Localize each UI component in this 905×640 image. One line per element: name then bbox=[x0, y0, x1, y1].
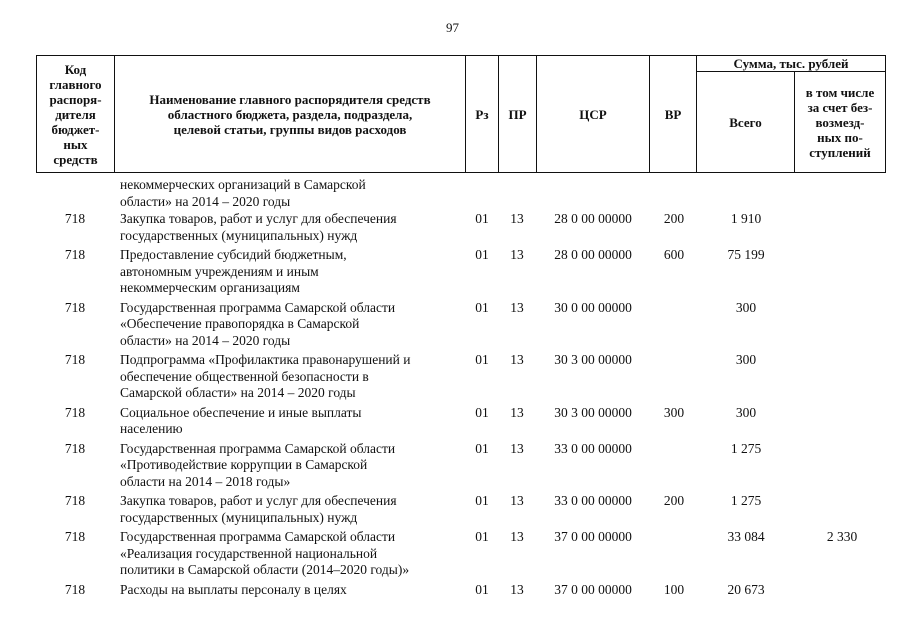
header-pr: ПР bbox=[508, 106, 527, 122]
table-row bbox=[36, 352, 886, 405]
row-total: 300 bbox=[735, 404, 757, 420]
row-csr: 37 0 00 00000 bbox=[554, 529, 632, 544]
row-name-line: некоммерческих организаций в Самарской bbox=[120, 177, 366, 192]
header-code bbox=[37, 56, 114, 172]
row-name-line: политики в Самарской области (2014–2020 годы)» bbox=[120, 562, 410, 577]
row-name-line: «Противодействие коррупции в Самарской bbox=[120, 457, 368, 472]
row-vr: 200 bbox=[663, 493, 685, 508]
header-code-line: распоря- bbox=[49, 91, 102, 107]
row-total: 75 199 bbox=[727, 247, 765, 262]
row-pr: 13 bbox=[510, 581, 524, 597]
row-name-line: области» на 2014 – 2020 годы bbox=[120, 332, 291, 348]
row-name-line: населению bbox=[120, 421, 183, 436]
header-vr: ВР bbox=[664, 106, 682, 122]
table-row bbox=[36, 211, 886, 247]
header-free-line: в том числе bbox=[805, 84, 875, 100]
row-csr: 28 0 00 00000 bbox=[554, 247, 632, 262]
row-name-line: Самарской области» на 2014 – 2020 годы bbox=[120, 385, 356, 400]
row-name-line: некоммерческим организациям bbox=[120, 280, 300, 295]
header-rz: Рз bbox=[475, 106, 489, 122]
table-header bbox=[36, 55, 886, 173]
row-code: 718 bbox=[64, 352, 86, 367]
row-pr: 13 bbox=[510, 211, 524, 226]
row-pr: 13 bbox=[510, 493, 524, 508]
row-rz: 01 bbox=[475, 299, 489, 315]
row-name bbox=[120, 211, 465, 244]
header-sum: Сумма, тыс. рублей bbox=[733, 56, 849, 71]
row-code: 718 bbox=[64, 211, 86, 226]
row-rz: 01 bbox=[475, 581, 489, 597]
row-pr: 13 bbox=[510, 529, 524, 544]
row-pr: 13 bbox=[510, 299, 524, 315]
row-name-line: автономным учреждениям и иным bbox=[120, 263, 319, 279]
row-code: 718 bbox=[64, 529, 86, 544]
row-name bbox=[120, 247, 465, 297]
row-name bbox=[120, 493, 465, 526]
row-csr: 30 0 00 00000 bbox=[554, 299, 632, 315]
row-total: 1 275 bbox=[730, 440, 762, 456]
row-name-line: Закупка товаров, работ и услуг для обеспечения bbox=[120, 493, 397, 508]
row-name-line: Расходы на выплаты персоналу в целях bbox=[120, 581, 347, 597]
row-code: 718 bbox=[64, 247, 86, 262]
row-name-line: области» на 2014 – 2020 годы bbox=[120, 193, 291, 209]
row-total: 33 084 bbox=[727, 529, 765, 544]
header-code-line: бюджет- bbox=[51, 121, 100, 137]
row-name bbox=[120, 441, 465, 491]
row-csr: 33 0 00 00000 bbox=[554, 440, 632, 456]
header-name-line: Наименование главного распорядителя средств bbox=[149, 91, 431, 107]
row-rz: 01 bbox=[475, 211, 489, 226]
row-vr: 600 bbox=[663, 247, 685, 262]
table-row bbox=[36, 582, 886, 602]
row-pr: 13 bbox=[510, 352, 524, 367]
header-code-line: Код bbox=[64, 61, 87, 77]
row-total: 20 673 bbox=[727, 581, 765, 597]
table-row bbox=[36, 529, 886, 582]
row-name-line: Подпрограмма «Профилактика правонарушений и bbox=[120, 352, 411, 367]
row-name bbox=[120, 405, 465, 438]
header-code-line: ных bbox=[63, 136, 88, 152]
row-csr: 28 0 00 00000 bbox=[554, 211, 632, 226]
header-name bbox=[115, 56, 465, 172]
row-csr: 30 3 00 00000 bbox=[554, 404, 632, 420]
row-name-line: Социальное обеспечение и иные выплаты bbox=[120, 404, 362, 420]
table-row bbox=[36, 493, 886, 529]
row-total: 1 910 bbox=[730, 211, 762, 226]
table-row bbox=[36, 441, 886, 494]
header-free-line: ступлений bbox=[809, 144, 871, 160]
row-name-line: Предоставление субсидий бюджетным, bbox=[120, 247, 347, 262]
row-total: 300 bbox=[735, 299, 757, 315]
row-name-line: государственных (муниципальных) нужд bbox=[120, 509, 358, 525]
header-free-line: возмезд- bbox=[815, 114, 865, 130]
header-free-line: за счет без- bbox=[807, 99, 873, 115]
row-code: 718 bbox=[64, 493, 86, 508]
row-csr: 33 0 00 00000 bbox=[554, 493, 632, 508]
row-pr: 13 bbox=[510, 404, 524, 420]
table-row bbox=[36, 177, 886, 211]
header-free-line: ных по- bbox=[817, 129, 863, 145]
row-name bbox=[120, 582, 465, 599]
row-name-line: «Реализация государственной национальной bbox=[120, 545, 378, 561]
row-pr: 13 bbox=[510, 440, 524, 456]
row-name-line: государственных (муниципальных) нужд bbox=[120, 227, 358, 243]
row-name bbox=[120, 529, 465, 579]
row-code: 718 bbox=[64, 440, 86, 456]
header-name-line: областного бюджета, раздела, подраздела, bbox=[167, 106, 413, 122]
row-name bbox=[120, 300, 465, 350]
row-code: 718 bbox=[64, 581, 86, 597]
row-csr: 30 3 00 00000 bbox=[554, 352, 632, 367]
row-name-line: обеспечение общественной безопасности в bbox=[120, 368, 369, 384]
row-name-line: «Обеспечение правопорядка в Самарской bbox=[120, 316, 360, 331]
header-code-line: главного bbox=[49, 76, 102, 92]
header-free bbox=[795, 72, 885, 172]
row-vr: 300 bbox=[663, 404, 685, 420]
row-vr: 100 bbox=[663, 581, 685, 597]
row-rz: 01 bbox=[475, 404, 489, 420]
row-name bbox=[120, 352, 465, 402]
row-rz: 01 bbox=[475, 493, 489, 508]
table-body bbox=[36, 177, 886, 601]
table-row bbox=[36, 405, 886, 441]
row-pr: 13 bbox=[510, 247, 524, 262]
row-rz: 01 bbox=[475, 247, 489, 262]
row-vr: 200 bbox=[663, 211, 685, 226]
row-name bbox=[120, 177, 465, 210]
row-name-line: области на 2014 – 2018 годы» bbox=[120, 473, 291, 489]
row-total: 300 bbox=[735, 352, 757, 367]
row-name-line: Государственная программа Самарской области bbox=[120, 529, 396, 544]
row-rz: 01 bbox=[475, 529, 489, 544]
row-csr: 37 0 00 00000 bbox=[554, 581, 632, 597]
row-name-line: Государственная программа Самарской области bbox=[120, 440, 396, 456]
header-code-line: дителя bbox=[55, 106, 96, 122]
header-name-line: целевой статьи, группы видов расходов bbox=[173, 121, 407, 137]
row-rz: 01 bbox=[475, 352, 489, 367]
row-name-line: Закупка товаров, работ и услуг для обеспечения bbox=[120, 211, 397, 226]
table-row bbox=[36, 247, 886, 300]
row-total: 1 275 bbox=[730, 493, 762, 508]
row-rz: 01 bbox=[475, 440, 489, 456]
row-free: 2 330 bbox=[826, 529, 858, 544]
header-code-line: средств bbox=[53, 151, 98, 167]
row-code: 718 bbox=[64, 404, 86, 420]
table-row bbox=[36, 300, 886, 353]
row-code: 718 bbox=[64, 299, 86, 315]
row-name-line: Государственная программа Самарской области bbox=[120, 299, 396, 315]
header-total: Всего bbox=[729, 114, 762, 130]
page-number: 97 bbox=[446, 20, 459, 35]
header-csr: ЦСР bbox=[579, 106, 607, 122]
